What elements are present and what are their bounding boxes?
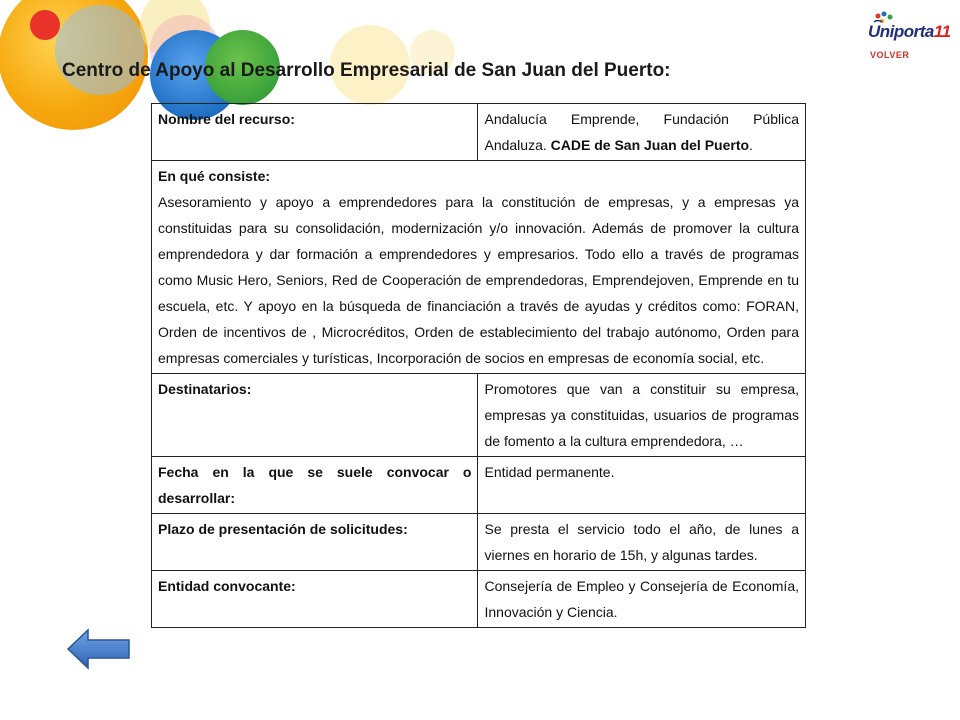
row-destinatarios <box>152 374 806 457</box>
row-entidad <box>152 571 806 628</box>
circle-red <box>30 10 60 40</box>
row-plazo <box>152 514 806 571</box>
label-consiste: En qué consiste: <box>158 168 271 184</box>
row-nombre <box>152 104 806 161</box>
value-consiste: Asesoramiento y apoyo a emprendedores para la constitución de empresas, y a empresas ya constituidas para su consolidación, modernización y/o innovación. Además de promover la cultura emprendedora y dar formación a emprendedores y empresarios. Todo ello a través de programas como Music Hero, Seniors, Red de Cooperación de emprendedoras, Emprendejoven, Emprende en tu escuela, etc. Y apoyo en la búsqueda de financiación a través de ayudas y créditos como: FORAN, Orden de incentivos de , Microcréditos, Orden de establecimiento del trabajo autónomo, Orden para empresas comerciales y turísticas, Incorporación de socios en empresas de economía social, etc. <box>158 194 799 366</box>
resource-table <box>151 103 806 628</box>
value-fecha: Entidad permanente. <box>478 457 806 514</box>
value-entidad: Consejería de Empleo y Consejería de Economía, Innovación y Ciencia. <box>478 571 806 628</box>
label-plazo: Plazo de presentación de solicitudes: <box>152 514 478 571</box>
value-destinatarios: Promotores que van a constituir su empresa, empresas ya constituidas, usuarios de programas de fomento a la cultura emprendedora, … <box>478 374 806 457</box>
value-plazo: Se presta el servicio todo el año, de lunes a viernes en horario de 15h, y algunas tardes. <box>478 514 806 571</box>
label-fecha: Fecha en la que se suele convocar o desarrollar: <box>152 457 478 514</box>
label-nombre: Nombre del recurso: <box>152 104 478 161</box>
row-fecha <box>152 457 806 514</box>
label-destinatarios: Destinatarios: <box>152 374 478 457</box>
logo-text: Uniporta11 <box>868 22 951 41</box>
label-entidad: Entidad convocante: <box>152 571 478 628</box>
value-nombre: Andalucía Emprende, Fundación Pública Andaluza. CADE de San Juan del Puerto. <box>478 104 806 161</box>
page-title: Centro de Apoyo al Desarrollo Empresarial de San Juan del Puerto: <box>62 60 671 81</box>
row-consiste <box>152 161 806 374</box>
volver-link[interactable]: VOLVER <box>870 50 910 60</box>
cell-consiste <box>152 161 806 374</box>
left-arrow-icon[interactable] <box>66 627 132 671</box>
